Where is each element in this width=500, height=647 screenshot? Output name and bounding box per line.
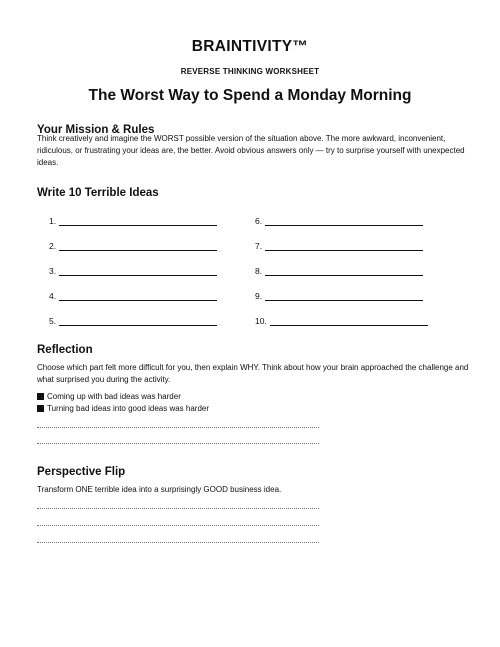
page-title: The Worst Way to Spend a Monday Morning — [88, 87, 412, 104]
idea-blank[interactable] — [59, 291, 217, 301]
idea-blank[interactable] — [265, 241, 423, 251]
idea-blank[interactable] — [59, 241, 217, 251]
idea-blank[interactable] — [270, 316, 428, 326]
idea-number: 3. — [49, 266, 57, 276]
idea-line-10[interactable] — [255, 316, 428, 326]
idea-line-6[interactable] — [255, 216, 423, 226]
reflection-option-1[interactable] — [37, 392, 181, 402]
idea-blank[interactable] — [59, 216, 217, 226]
checkbox-icon[interactable] — [37, 405, 44, 412]
reflection-option-2[interactable] — [37, 404, 209, 414]
brand-title: BRAINTIVITY™ — [191, 38, 309, 55]
perspective-answer-line-1[interactable] — [37, 508, 319, 509]
idea-number: 7. — [255, 241, 263, 251]
mission-text: Think creatively and imagine the WORST possible version of the situation above. The more awkward, inconvenient, ridiculous, or frustrating your ideas are, the better. Avoid obvious answers only — try to surprise yourself with unexpected ideas. — [37, 134, 465, 167]
idea-number: 2. — [49, 241, 57, 251]
idea-line-3[interactable] — [49, 266, 217, 276]
idea-line-7[interactable] — [255, 241, 423, 251]
idea-blank[interactable] — [265, 291, 423, 301]
worksheet-type: REVERSE THINKING WORKSHEET — [180, 67, 320, 76]
idea-line-9[interactable] — [255, 291, 423, 301]
idea-line-5[interactable] — [49, 316, 217, 326]
option-label: Turning bad ideas into good ideas was harder — [47, 404, 210, 413]
reflection-answer-line-1[interactable] — [37, 427, 319, 428]
idea-blank[interactable] — [265, 266, 423, 276]
checkbox-icon[interactable] — [37, 393, 44, 400]
mission-heading: Your Mission & Rules — [37, 124, 155, 136]
idea-line-1[interactable] — [49, 216, 217, 226]
option-label: Coming up with bad ideas was harder — [47, 392, 181, 401]
reflection-text: Choose which part felt more difficult for you, then explain WHY. Think about how your brain approached the challenge and what surprised you during the activity. — [37, 363, 469, 384]
idea-line-2[interactable] — [49, 241, 217, 251]
perspective-answer-line-3[interactable] — [37, 542, 319, 543]
idea-number: 8. — [255, 266, 263, 276]
idea-number: 10. — [255, 316, 267, 326]
idea-number: 6. — [255, 216, 263, 226]
idea-number: 4. — [49, 291, 57, 301]
reflection-heading: Reflection — [37, 344, 93, 356]
ideas-heading: Write 10 Terrible Ideas — [37, 187, 159, 199]
perspective-text: Transform ONE terrible idea into a surprisingly GOOD business idea. — [37, 485, 282, 494]
idea-number: 9. — [255, 291, 263, 301]
perspective-answer-line-2[interactable] — [37, 525, 319, 526]
idea-number: 5. — [49, 316, 57, 326]
perspective-heading: Perspective Flip — [37, 466, 126, 478]
idea-line-4[interactable] — [49, 291, 217, 301]
reflection-answer-line-2[interactable] — [37, 443, 319, 444]
idea-blank[interactable] — [265, 216, 423, 226]
idea-number: 1. — [49, 216, 57, 226]
idea-blank[interactable] — [59, 316, 217, 326]
idea-line-8[interactable] — [255, 266, 423, 276]
idea-blank[interactable] — [59, 266, 217, 276]
